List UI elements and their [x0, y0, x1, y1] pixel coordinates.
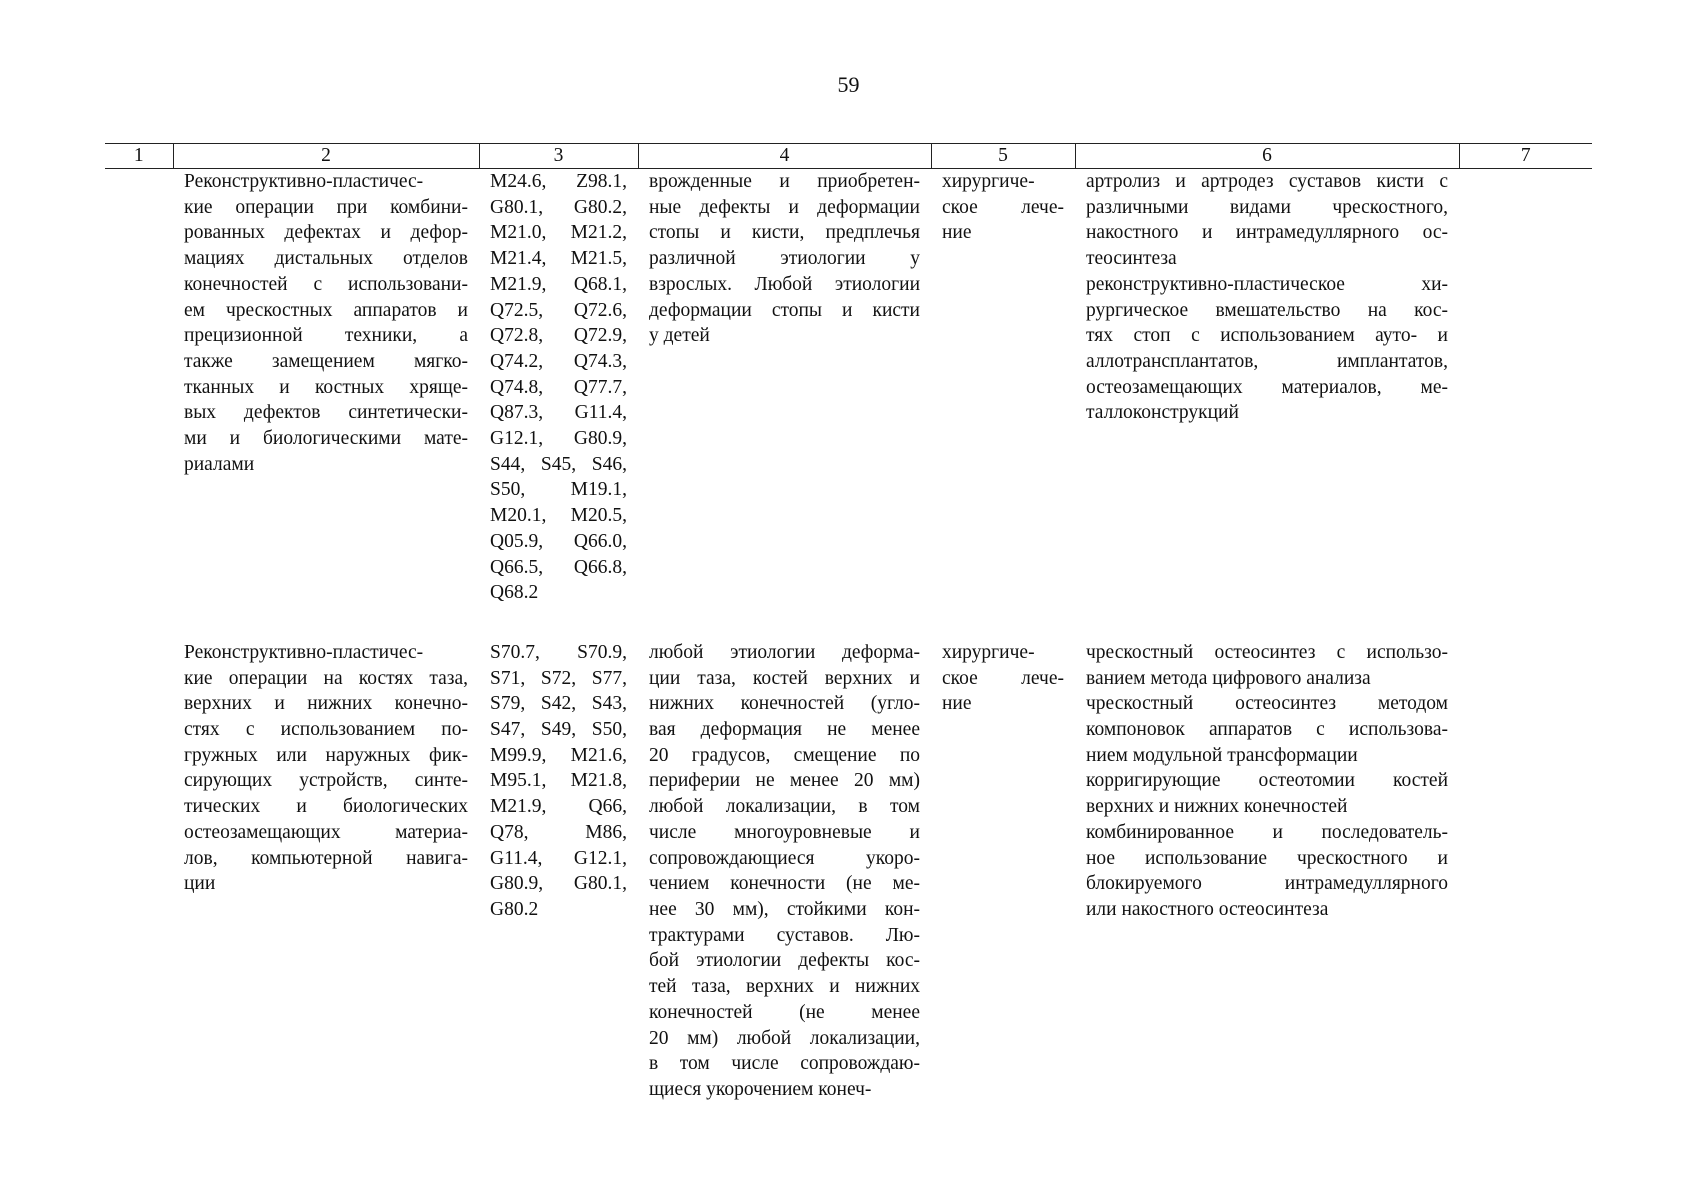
- text-line: таллоконструкций: [1086, 402, 1239, 424]
- text-line: кие операции при комбини-: [184, 196, 468, 218]
- text-line: чрескостный остеосинтез с использо-: [1086, 641, 1448, 663]
- text-line: S50, M19.1,: [490, 479, 627, 501]
- text-line: реконструктивно-пластическое хи-: [1086, 273, 1448, 295]
- operation-name-cell: [173, 169, 479, 606]
- text-line: мациях дистальных отделов: [184, 248, 468, 270]
- column-header-1: 1: [105, 144, 173, 169]
- text-line: конечностей с использовани-: [184, 273, 468, 295]
- text-line: рованных дефектах и дефор-: [184, 222, 468, 244]
- column-header-2: 2: [173, 144, 479, 169]
- column-header-5: 5: [931, 144, 1075, 169]
- operation-name-cell: [173, 606, 479, 1103]
- text-line: сопровождающиеся укоро-: [649, 847, 920, 869]
- method-paragraph: [1086, 820, 1448, 923]
- text-line: взрослых. Любой этиологии: [649, 273, 920, 295]
- text-line: M21.0, M21.2,: [490, 222, 627, 244]
- text-line: Q74.8, Q77.7,: [490, 376, 627, 398]
- text-line: Q72.8, Q72.9,: [490, 325, 627, 347]
- text-line: M99.9, M21.6,: [490, 744, 627, 766]
- text-line: вых дефектов синтетически-: [184, 402, 468, 424]
- text-line: M21.9, Q68.1,: [490, 273, 627, 295]
- method-paragraph: [1086, 691, 1448, 768]
- text-line: щиеся укорочением конеч-: [649, 1078, 872, 1100]
- treatment-type-cell: [931, 169, 1075, 606]
- text-line: тических и биологических: [184, 796, 468, 818]
- text-line: чением конечности (не ме-: [649, 873, 920, 895]
- text-line: различной этиологии у: [649, 248, 920, 270]
- text-line: Q72.5, Q72.6,: [490, 299, 627, 321]
- row-number-cell: [105, 606, 173, 1103]
- text-line: или накостного остеосинтеза: [1086, 898, 1329, 920]
- text-line: конечностей (не менее: [649, 1001, 920, 1023]
- text-line: теосинтеза: [1086, 248, 1177, 270]
- text-line: M21.4, M21.5,: [490, 248, 627, 270]
- text-line: ем чрескостных аппаратов и: [184, 299, 468, 321]
- treatment-type-cell: [931, 606, 1075, 1103]
- text-line: ми и биологическими мате-: [184, 428, 468, 450]
- standard-cost-cell: [1459, 606, 1592, 1103]
- text-line: Q66.5, Q66.8,: [490, 556, 627, 578]
- text-line: риалами: [184, 453, 255, 475]
- column-header-7: 7: [1459, 144, 1592, 169]
- text-line: G12.1, G80.9,: [490, 428, 627, 450]
- text-line: S70.7, S70.9,: [490, 641, 627, 663]
- text-line: остеозамещающих материалов, ме-: [1086, 376, 1448, 398]
- text-line: ское лече-: [942, 667, 1064, 689]
- method-paragraph: [1086, 169, 1448, 272]
- patient-model-cell: [638, 169, 931, 606]
- text-line: S79, S42, S43,: [490, 693, 627, 715]
- text-line: M21.9, Q66,: [490, 796, 627, 818]
- column-header-3: 3: [479, 144, 638, 169]
- table-body: [105, 169, 1592, 1103]
- text-line: также замещением мягко-: [184, 350, 468, 372]
- method-paragraph: [1086, 272, 1448, 426]
- text-line: ние: [942, 222, 972, 244]
- text-line: хирургиче-: [942, 171, 1035, 192]
- text-line: нее 30 мм), стойкими кон-: [649, 898, 920, 920]
- row-number-cell: [105, 169, 173, 606]
- text-line: Q68.2: [490, 582, 539, 604]
- column-header-6: 6: [1075, 144, 1459, 169]
- text-line: у детей: [649, 325, 710, 347]
- treatment-method-cell: [1075, 606, 1459, 1103]
- text-line: различными видами чрескостного,: [1086, 196, 1448, 218]
- text-line: лов, компьютерной навига-: [184, 847, 468, 869]
- text-line: остеозамещающих материа-: [184, 821, 468, 843]
- text-line: Реконструктивно-пластичес-: [184, 641, 424, 663]
- text-line: рургическое вмешательство на кос-: [1086, 299, 1448, 321]
- text-line: Q78, M86,: [490, 821, 627, 843]
- text-line: ние: [942, 693, 972, 715]
- text-line: G80.9, G80.1,: [490, 873, 627, 895]
- text-line: чрескостный остеосинтез методом: [1086, 693, 1448, 715]
- text-line: ные дефекты и деформации: [649, 196, 920, 218]
- text-line: артролиз и артродез суставов кисти с: [1086, 171, 1448, 192]
- text-line: M20.1, M20.5,: [490, 505, 627, 527]
- standard-cost-cell: [1459, 169, 1592, 606]
- column-header-4: 4: [638, 144, 931, 169]
- icd-codes-cell: [479, 169, 638, 606]
- text-line: трактурами суставов. Лю-: [649, 924, 920, 946]
- icd-codes-cell: [479, 606, 638, 1103]
- text-line: деформации стопы и кисти: [649, 299, 920, 321]
- text-line: кие операции на костях таза,: [184, 667, 468, 689]
- text-line: M24.6, Z98.1,: [490, 171, 627, 192]
- text-line: G80.2: [490, 898, 539, 920]
- text-line: стях с использованием по-: [184, 719, 468, 741]
- text-line: периферии не менее 20 мм): [649, 770, 920, 792]
- text-line: ское лече-: [942, 196, 1064, 218]
- text-line: врожденные и приобретен-: [649, 171, 920, 192]
- text-line: тях стоп с использованием ауто- и: [1086, 325, 1448, 347]
- text-line: 20 мм) любой локализации,: [649, 1027, 920, 1049]
- page-number: 59: [837, 72, 860, 97]
- text-line: числе многоуровневые и: [649, 821, 920, 843]
- text-line: компоновок аппаратов с использова-: [1086, 719, 1448, 741]
- text-line: любой этиологии деформа-: [649, 641, 920, 663]
- text-line: Q74.2, Q74.3,: [490, 350, 627, 372]
- text-line: G11.4, G12.1,: [490, 847, 627, 869]
- text-line: 20 градусов, смещение по: [649, 744, 920, 766]
- text-line: комбинированное и последователь-: [1086, 821, 1448, 843]
- table-row: [105, 606, 1592, 1103]
- text-line: хирургиче-: [942, 641, 1035, 663]
- text-line: M95.1, M21.8,: [490, 770, 627, 792]
- table-row: [105, 169, 1592, 606]
- text-line: бой этиологии дефекты кос-: [649, 950, 920, 972]
- procedures-table: [105, 143, 1592, 1103]
- text-line: аллотрансплантатов, имплантатов,: [1086, 350, 1448, 372]
- text-line: корригирующие остеотомии костей: [1086, 770, 1448, 792]
- text-line: прецизионной техники, а: [184, 325, 468, 347]
- text-line: верхних и нижних конечностей: [1086, 796, 1348, 818]
- text-line: стопы и кисти, предплечья: [649, 222, 920, 244]
- text-line: тей таза, верхних и нижних: [649, 976, 920, 998]
- treatment-method-cell: [1075, 169, 1459, 606]
- text-line: Реконструктивно-пластичес-: [184, 171, 424, 192]
- text-line: G80.1, G80.2,: [490, 196, 627, 218]
- text-line: вая деформация не менее: [649, 719, 920, 741]
- text-line: гружных или наружных фик-: [184, 744, 468, 766]
- text-line: ное использование чрескостного и: [1086, 847, 1448, 869]
- text-line: тканных и костных хряще-: [184, 376, 468, 398]
- text-line: ции таза, костей верхних и: [649, 667, 920, 689]
- text-line: накостного и интрамедуллярного ос-: [1086, 222, 1448, 244]
- text-line: S44, S45, S46,: [490, 453, 627, 475]
- text-line: в том числе сопровождаю-: [649, 1053, 920, 1075]
- patient-model-cell: [638, 606, 931, 1103]
- text-line: нием модульной трансформации: [1086, 744, 1358, 766]
- text-line: блокируемого интрамедуллярного: [1086, 873, 1448, 895]
- text-line: Q05.9, Q66.0,: [490, 530, 627, 552]
- text-line: нижних конечностей (угло-: [649, 693, 920, 715]
- method-paragraph: [1086, 768, 1448, 819]
- method-paragraph: [1086, 640, 1448, 691]
- text-line: S47, S49, S50,: [490, 719, 627, 741]
- text-line: Q87.3, G11.4,: [490, 402, 627, 424]
- text-line: ванием метода цифрового анализа: [1086, 667, 1371, 689]
- text-line: сирующих устройств, синте-: [184, 770, 468, 792]
- text-line: S71, S72, S77,: [490, 667, 627, 689]
- text-line: любой локализации, в том: [649, 796, 920, 818]
- text-line: ции: [184, 873, 216, 895]
- column-number-header: [105, 144, 1592, 169]
- text-line: верхних и нижних конечно-: [184, 693, 468, 715]
